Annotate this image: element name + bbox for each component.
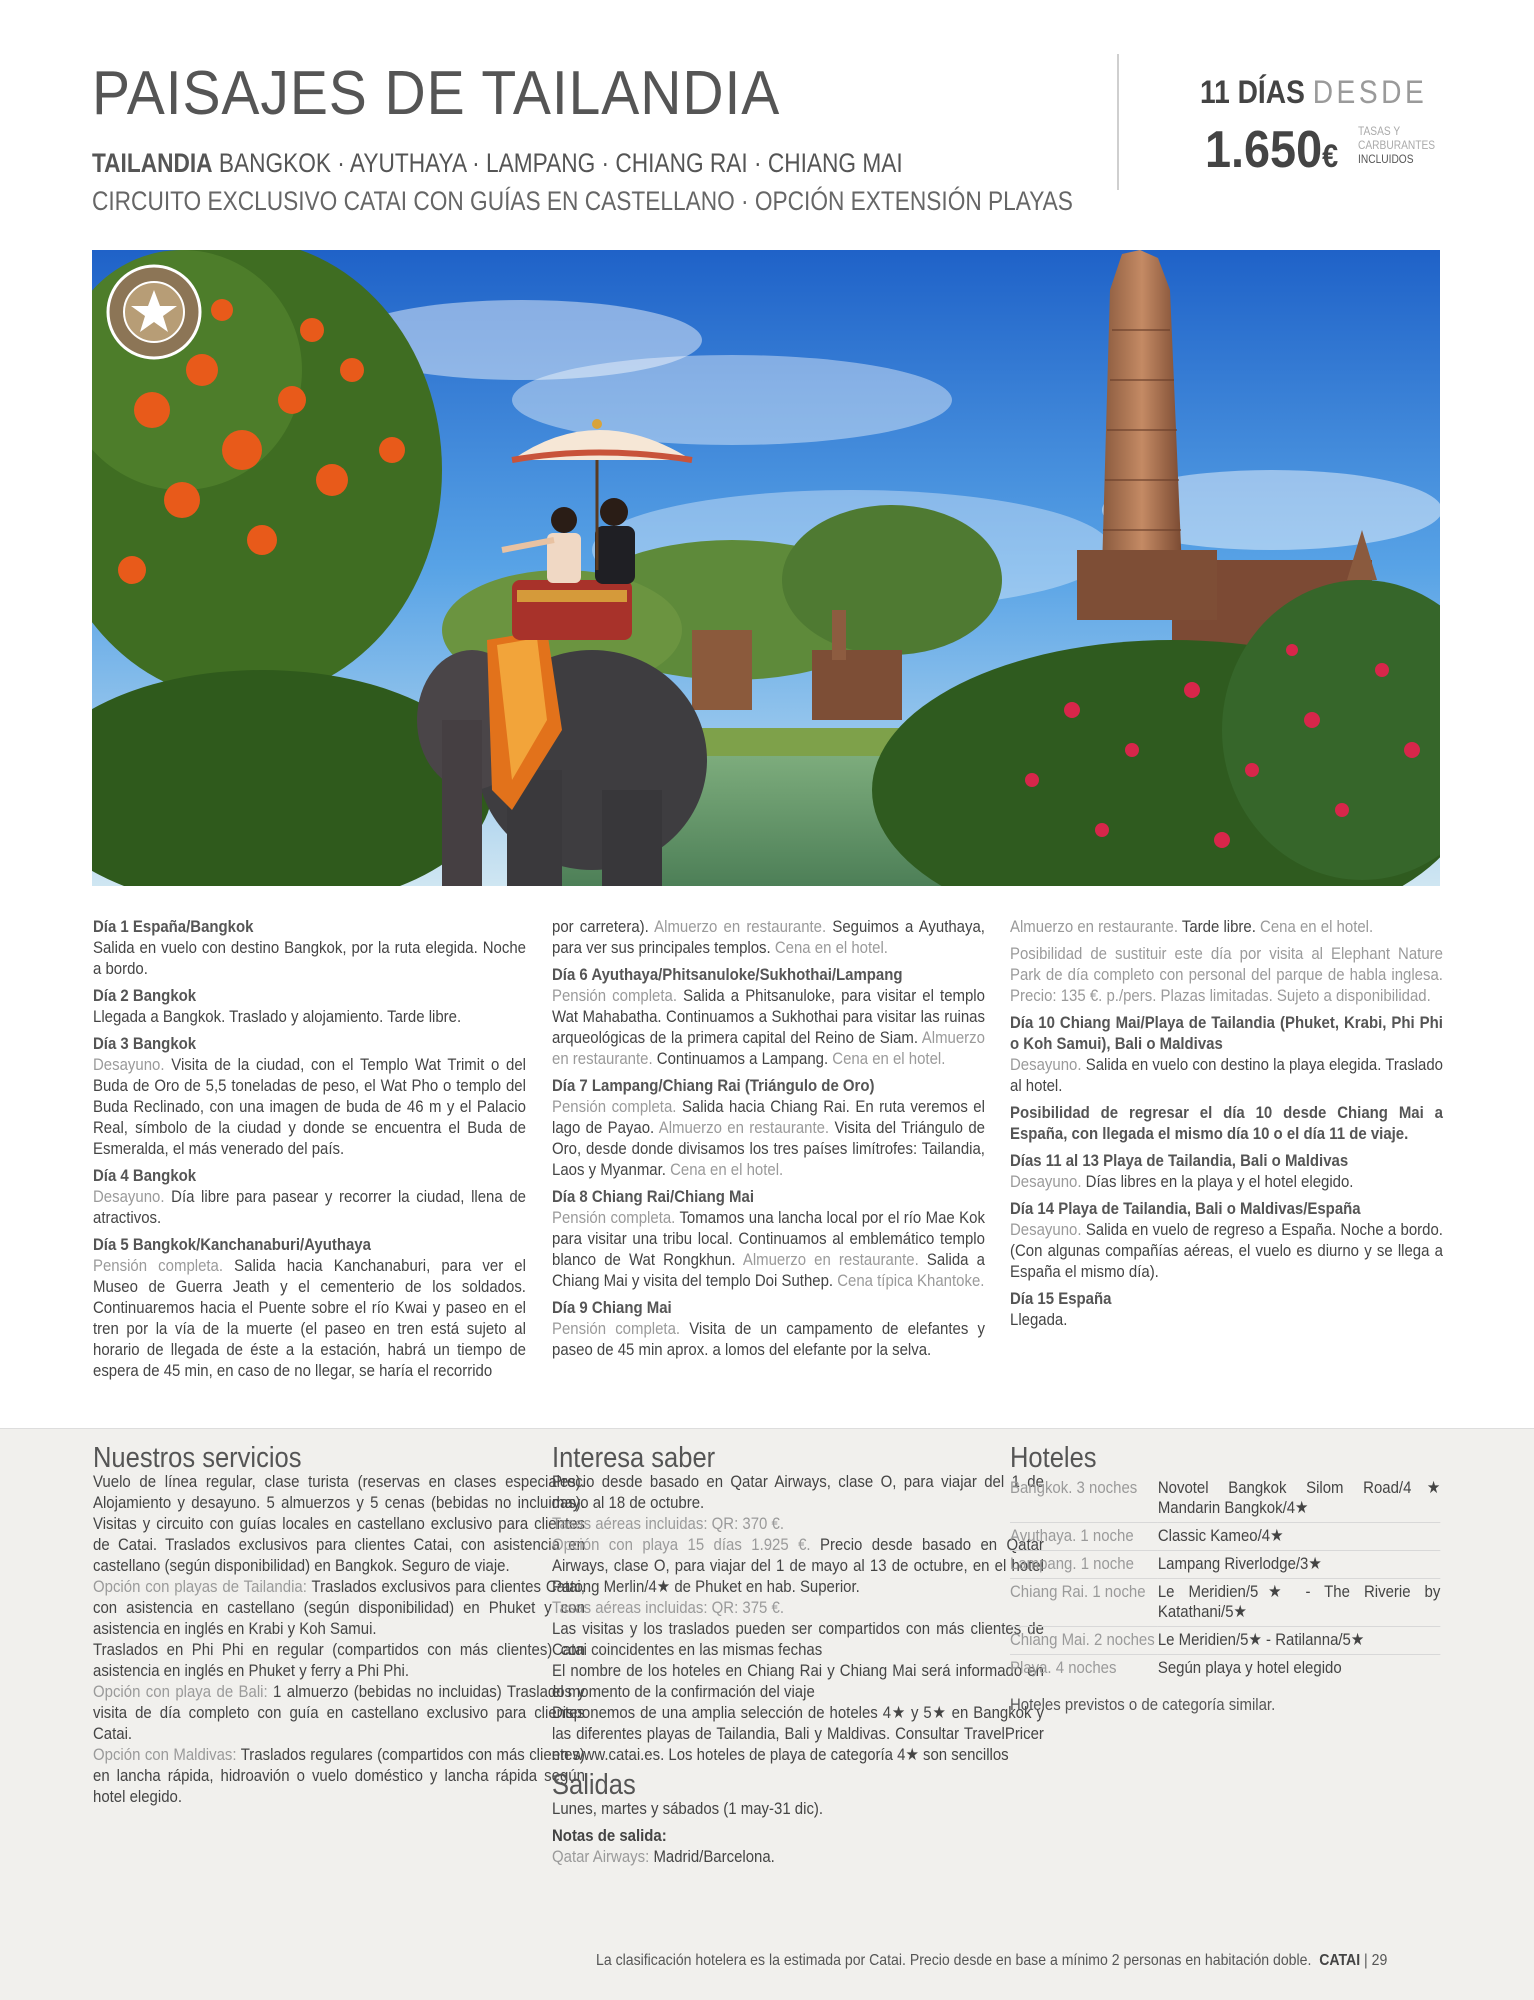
meal-note: Pensión completa. [93, 1256, 224, 1275]
hotel-name: Le Meridien/5★ - The Riverie by Katathani/5★ [1158, 1579, 1440, 1627]
return-option-note: Posibilidad de regresar el día 10 desde Chiang Mai a España, con llegada el mismo día 10 o el día 11 de viaje. [1010, 1103, 1443, 1143]
day-heading: Día 9 Chiang Mai [552, 1298, 672, 1317]
bali-option [93, 1681, 585, 1744]
day-heading: Día 1 España/Bangkok [93, 917, 254, 936]
day-heading: Día 10 Chiang Mai/Playa de Tailandia (Phuket, Krabi, Phi Phi o Koh Samui), Bali o Maldivas [1010, 1013, 1443, 1053]
hotel-city: Chiang Mai. 2 noches [1010, 1627, 1158, 1655]
hotels-table [1010, 1475, 1440, 1682]
option-label: Opción con Maldivas: [93, 1745, 237, 1764]
info-heading: Interesa saber [552, 1442, 716, 1474]
day-text: Salida a Phitsanuloke, para visitar el templo Wat Mahabatha. Continuamos a Sukhothai para visitar las ruinas arqueológicas de la primera capital del Reino de Siam. [552, 986, 985, 1047]
hotel-city: Bangkok. 3 noches [1010, 1475, 1158, 1523]
table-row [1010, 1655, 1440, 1683]
desde-label: DESDE [1312, 74, 1428, 110]
option-text: 1 almuerzo (bebidas no incluidas) Traslados y visita de día completo con guía en castellano exclusivo para clientes Catai. [93, 1682, 585, 1743]
day-heading: Día 15 España [1010, 1289, 1112, 1308]
departures-text: Lunes, martes y sábados (1 may-31 dic). [552, 1799, 824, 1818]
hotel-city: Chiang Rai. 1 noche [1010, 1579, 1158, 1627]
meal-note: Almuerzo en restaurante. [552, 1028, 985, 1068]
itinerary-day-1 [93, 916, 526, 979]
airport-taxes-beach [552, 1597, 1044, 1618]
meal-note: Cena en el hotel. [1255, 917, 1374, 936]
airport-taxes [552, 1513, 1044, 1534]
meal-note: Pensión completa. [552, 986, 678, 1005]
day-text: Continuamos a Lampang. [652, 1049, 829, 1068]
departure-notes [552, 1846, 1044, 1867]
hotel-selection-note: Disponemos de una amplia selección de hoteles 4★ y 5★ en Bangkok y las diferentes playas de Tailandia, Bali y Maldivas. Consultar TravelPricer en www.catai.es. Los hoteles de playa de categoría 4★ son sencillos [552, 1703, 1044, 1764]
hotel-name: Según playa y hotel elegido [1157, 1658, 1342, 1677]
hotels-heading: Hoteles [1010, 1442, 1097, 1474]
route-line [92, 148, 903, 179]
itinerary-day-3 [93, 1033, 526, 1159]
hotels-section [1010, 1442, 1441, 1715]
departure-notes-heading: Notas de salida: [552, 1826, 667, 1845]
meal-note: Almuerzo en restaurante. [1010, 917, 1178, 936]
day-text: Llegada. [1010, 1310, 1068, 1329]
itinerary-day-5 [93, 1234, 526, 1381]
hotel-city: Ayuthaya. 1 noche [1010, 1523, 1158, 1551]
day-text: Día libre para pasear y recorrer la ciudad, llena de atractivos. [93, 1187, 526, 1227]
footer-note: La clasificación hotelera es la estimada por Catai. Precio desde en base a mínimo 2 personas en habitación doble. [596, 1952, 1312, 1969]
day-text: Salida en vuelo con destino Bangkok, por la ruta elegida. Noche a bordo. [93, 938, 526, 978]
option-text: Traslados exclusivos para clientes Catai, con asistencia en castellano (según disponibilidad) en Phuket y con asistencia en inglés en Krabi y Koh Samui. [93, 1577, 585, 1638]
itinerary-day-8 [552, 1186, 985, 1291]
hotel-name: Lampang Riverlodge/3★ [1158, 1551, 1440, 1579]
phi-phi-transfers: Traslados en Phi Phi en regular (compartidos con más clientes) con asistencia en inglés en Phuket y ferry a Phi Phi. [93, 1640, 585, 1680]
day-heading: Día 6 Ayuthaya/Phitsanuloke/Sukhothai/Lampang [552, 965, 903, 984]
airline-label: Qatar Airways: [552, 1847, 650, 1866]
meal-note: Pensión completa. [552, 1097, 677, 1116]
itinerary-day-9 [552, 1297, 985, 1360]
departures-heading: Salidas [552, 1769, 636, 1801]
hero-photo [92, 250, 1440, 886]
meal-note: Cena típica Khantoke. [833, 1271, 985, 1290]
day-text: Tomamos una lancha local por el río Mae Kok para visitar una tribu local. Continuamos al emblemático templo blanco de Wat Rongkhun. [552, 1208, 985, 1269]
itinerary-day-10 [1010, 1012, 1443, 1096]
tax-note-line1: TASAS Y CARBURANTES [1358, 124, 1436, 152]
option-text: Traslados regulares (compartidos con más clientes) en lancha rápida, hidroavión o vuelo doméstico y lancha rápida según hotel elegido. [93, 1745, 585, 1806]
day-heading: Día 3 Bangkok [93, 1034, 197, 1053]
hotel-name: Le Meridien/5★ - Ratilanna/5★ [1158, 1627, 1440, 1655]
tax-label: Tasas aéreas incluidas: QR: [552, 1598, 739, 1617]
airline-cities: Madrid/Barcelona. [649, 1847, 775, 1866]
day-heading: Día 8 Chiang Rai/Chiang Mai [552, 1187, 755, 1206]
services-text: Vuelo de línea regular, clase turista (reservas en clases especiales). Alojamiento y desayuno. 5 almuerzos y 5 cenas (bebidas no incluidas). Visitas y circuito con guías locales en castellano exclusivo para clientes de Catai. Traslados exclusivos para clientes Catai, con asistencia en castellano (según disponibilidad) en Bangkok. Seguro de viaje. [93, 1472, 585, 1575]
table-row [1010, 1627, 1440, 1655]
tax-value: 375 €. [738, 1598, 785, 1617]
meal-note: Pensión completa. [552, 1208, 676, 1227]
hotel-names-note: El nombre de los hoteles en Chiang Rai y Chiang Mai será informado en el momento de la confirmación del viaje [552, 1661, 1044, 1701]
hotels-note: Hoteles previstos o de categoría similar. [1010, 1695, 1276, 1714]
services-section [93, 1442, 585, 1807]
day-text: Visita de la ciudad, con el Templo Wat Trimit o del Buda de Oro de 5,5 toneladas de peso, el Wat Pho o templo del Buda Reclinado, con una imagen de buda de 46 m y el Palacio Real, símbolo de la ciudad y donde se encuentra el Buda de Esmeralda, el más venerado del país. [93, 1055, 526, 1158]
itinerary-day-6 [552, 964, 985, 1069]
price-value: 1.650 [1205, 121, 1323, 179]
days-count: 11 DÍAS [1200, 74, 1305, 110]
day-heading: Día 2 Bangkok [93, 986, 197, 1005]
tour-subtitle: CIRCUITO EXCLUSIVO CATAI CON GUÍAS EN CASTELLANO · OPCIÓN EXTENSIÓN PLAYAS [92, 186, 1073, 216]
price-basis: Precio desde basado en Qatar Airways, clase O, para viajar del 1 de mayo al 18 de octubre. [552, 1472, 1044, 1512]
day-text: Salida en vuelo de regreso a España. Noche a bordo. (Con algunas compañías aéreas, el vuelo es diurno y se llega a España el mismo día). [1010, 1220, 1443, 1281]
page-footer [596, 1952, 1388, 1970]
itinerary-column-2 [552, 916, 985, 1366]
meal-note: Almuerzo en restaurante. [654, 1118, 830, 1137]
option-label: Opción con playa 15 días 1.925 €. [552, 1535, 811, 1554]
services-heading: Nuestros servicios [93, 1442, 302, 1474]
itinerary-day-14 [1010, 1198, 1443, 1282]
beach-option [93, 1576, 585, 1639]
table-row [1010, 1475, 1440, 1523]
option-label: Opción con playa de Bali: [93, 1682, 268, 1701]
itinerary-day-5-cont [552, 916, 985, 958]
meal-note: Desayuno. [1010, 1055, 1082, 1074]
day-heading: Día 14 Playa de Tailandia, Bali o Maldivas/España [1010, 1199, 1361, 1218]
itinerary-day-7 [552, 1075, 985, 1180]
day-heading: Día 4 Bangkok [93, 1166, 197, 1185]
beach-price-option [552, 1534, 1044, 1597]
maldives-option [93, 1744, 585, 1807]
tax-note-line2: INCLUIDOS [1358, 152, 1414, 166]
price-currency: € [1322, 138, 1339, 174]
duration-label [1200, 74, 1427, 111]
day-text: Salida hacia Chiang Rai. En ruta veremos el lago de Payao. [552, 1097, 985, 1137]
route-cities: BANGKOK · AYUTHAYA · LAMPANG · CHIANG RAI · CHIANG MAI [218, 148, 903, 178]
meal-note: Desayuno. [93, 1055, 165, 1074]
itinerary-column-3 [1010, 916, 1443, 1336]
day-text: Días libres en la playa y el hotel elegido. [1081, 1172, 1354, 1191]
footer-separator: | [1364, 1952, 1368, 1969]
price-display [1205, 120, 1338, 180]
itinerary-day-2 [93, 985, 526, 1027]
day-text: Tarde libre. [1177, 917, 1256, 936]
option-label: Opción con playas de Tailandia: [93, 1577, 307, 1596]
header-divider [1117, 54, 1119, 190]
meal-note: Almuerzo en restaurante. [735, 1250, 919, 1269]
day-heading: Días 11 al 13 Playa de Tailandia, Bali o Maldivas [1010, 1151, 1349, 1170]
day-text: Visita del Triángulo de Oro, desde donde divisamos los tres países limítrofes: Tailandia, Laos y Myanmar. [552, 1118, 985, 1179]
itinerary-day-9-cont [1010, 916, 1443, 937]
tax-label: Tasas aéreas incluidas: QR: [552, 1514, 739, 1533]
table-row [1010, 1579, 1440, 1627]
option-text: Precio desde basado en Qatar Airways, clase O, para viajar del 1 de mayo al 13 de octubre, en el hotel Patong Merlin/4★ de Phuket en hab. Superior. [552, 1535, 1044, 1596]
meal-note: Almuerzo en restaurante. [648, 917, 827, 936]
day-text: Salida hacia Kanchanaburi, para ver el Museo de Guerra Jeath y el cementerio de los soldados. Continuaremos hacia el Puente sobre el río Kwai y paseo en el tren por la vía de la muerte (el paseo en tren está sujeto al horario de llegada de éste a la estación, habrá un tiempo de espera de 45 min, en caso de no llegar, se haría el recorrido [93, 1256, 526, 1380]
optional-excursion-note: Posibilidad de sustituir este día por visita al Elephant Nature Park de día completo con personal del parque de habla inglesa. Precio: 135 €. p./pers. Plazas limitadas. Sujeto a disponibilidad. [1010, 944, 1443, 1005]
day-text: por carretera). [552, 917, 649, 936]
itinerary-column-1 [93, 916, 526, 1387]
hotel-name: Classic Kameo/4★ [1158, 1523, 1440, 1551]
brand-name: CATAI [1319, 1952, 1361, 1969]
hotel-city: Playa. 4 noches [1010, 1658, 1117, 1677]
day-text: Seguimos a Ayuthaya, para ver sus principales templos. [552, 917, 985, 957]
meal-note: Cena en el hotel. [828, 1049, 946, 1068]
info-section [552, 1442, 1044, 1867]
precio-estrella-badge [108, 266, 200, 358]
country-label: TAILANDIA [92, 148, 213, 178]
meal-note: Cena en el hotel. [665, 1160, 784, 1179]
meal-note: Desayuno. [1010, 1220, 1082, 1239]
day-text: Salida en vuelo con destino la playa elegida. Traslado al hotel. [1010, 1055, 1443, 1095]
table-row [1010, 1551, 1440, 1579]
table-row [1010, 1523, 1440, 1551]
meal-note: Desayuno. [1010, 1172, 1082, 1191]
meal-note: Cena en el hotel. [770, 938, 888, 957]
itinerary-day-11-13 [1010, 1150, 1443, 1192]
meal-note: Desayuno. [93, 1187, 165, 1206]
ayutthaya-elephant-illustration [92, 250, 1440, 886]
hotel-name: Novotel Bangkok Silom Road/4★ Mandarin Bangkok/4★ [1158, 1475, 1440, 1523]
day-heading: Día 7 Lampang/Chiang Rai (Triángulo de Oro) [552, 1076, 875, 1095]
page-title: PAISAJES DE TAILANDIA [92, 59, 781, 128]
meal-note: Pensión completa. [552, 1319, 681, 1338]
itinerary-day-4 [93, 1165, 526, 1228]
page-number: 29 [1371, 1952, 1388, 1969]
hotel-city: Lampang. 1 noche [1010, 1551, 1158, 1579]
day-text: Llegada a Bangkok. Traslado y alojamiento. Tarde libre. [93, 1007, 462, 1026]
day-text: Visita de un campamento de elefantes y paseo de 45 min aprox. a lomos del elefante por la selva. [552, 1319, 985, 1359]
day-heading: Día 5 Bangkok/Kanchanaburi/Ayuthaya [93, 1235, 371, 1254]
tax-value: 370 €. [738, 1514, 785, 1533]
itinerary-day-15 [1010, 1288, 1443, 1330]
tax-note [1358, 124, 1460, 166]
day-text: Salida a Chiang Mai y visita del templo Doi Suthep. [552, 1250, 985, 1290]
shared-visits-note: Las visitas y los traslados pueden ser compartidos con más clientes de Catai coincidentes en las mismas fechas [552, 1619, 1044, 1659]
